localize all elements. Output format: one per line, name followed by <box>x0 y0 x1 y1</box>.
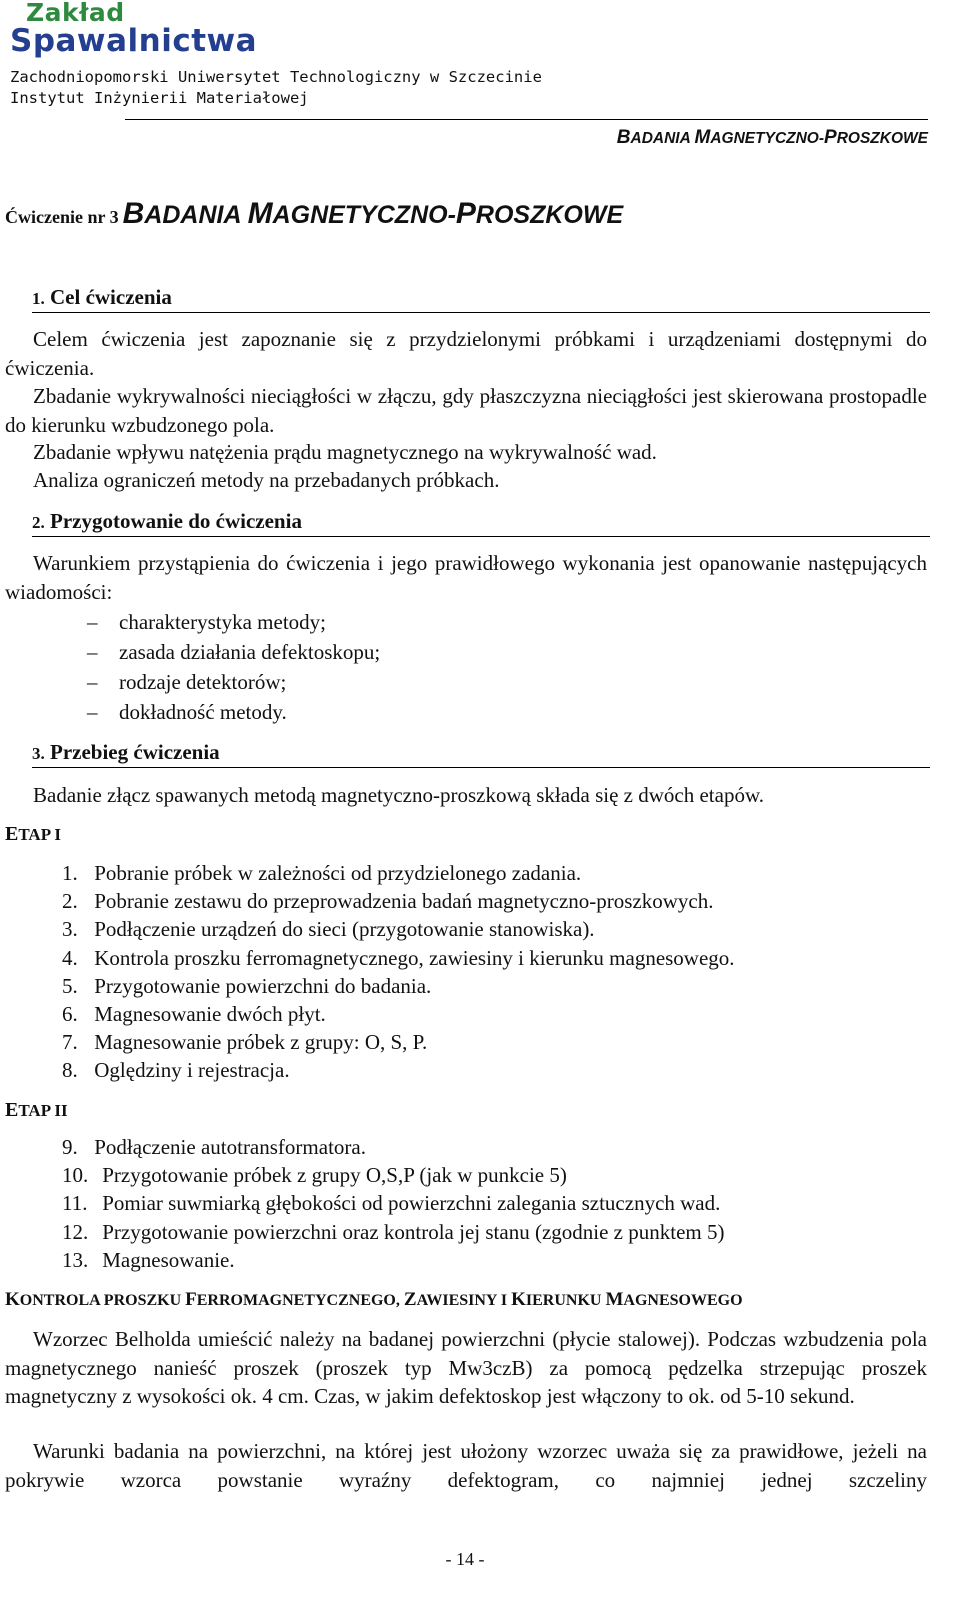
section-2-heading: 2. Przygotowanie do ćwiczenia <box>32 508 930 537</box>
list-item: 6. Magnesowanie dwóch płyt. <box>62 1001 326 1026</box>
list-item: – rodzaje detektorów; <box>87 670 287 694</box>
list-item: 13. Magnesowanie. <box>62 1247 235 1272</box>
section-3-heading: 3. Przebieg ćwiczenia <box>32 739 930 768</box>
section-3-intro: Badanie złącz spawanych metodą magnetyczno-proszkową składa się z dwóch etapów. <box>33 783 765 807</box>
header-divider <box>125 119 928 120</box>
list-item: – zasada działania defektoskopu; <box>87 640 381 664</box>
list-item: 10. Przygotowanie próbek z grupy O,S,P (jak w punkcie 5) <box>62 1163 567 1188</box>
etap-1-steps <box>62 859 735 1085</box>
list-item: 2. Pobranie zestawu do przeprowadzenia badań magnetyczno-proszkowych. <box>62 889 714 914</box>
list-item: 8. Oględziny i rejestracja. <box>62 1058 290 1083</box>
list-item: 7. Magnesowanie próbek z grupy: O, S, P. <box>62 1030 428 1055</box>
section-1-heading: 1. Cel ćwiczenia <box>32 284 930 313</box>
exercise-name: BADANIA MAGNETYCZNO-PROSZKOWE <box>122 197 624 230</box>
exercise-label: Ćwiczenie nr 3 <box>5 207 119 227</box>
institute-name: Instytut Inżynierii Materiałowej <box>10 89 309 107</box>
etap-2-heading: ETAP II <box>5 1099 68 1121</box>
university-name: Zachodniopomorski Uniwersytet Technologiczny w Szczecinie <box>10 68 542 86</box>
list-item: – charakterystyka metody; <box>87 610 327 634</box>
kontrola-heading: KONTROLA PROSZKU FERROMAGNETYCZNEGO, ZAWIESINY I KIERUNKU MAGNESOWEGO <box>5 1289 743 1310</box>
etap-2-steps <box>62 1133 724 1274</box>
etap-1-heading: ETAP I <box>5 823 62 845</box>
logo-line-zaklad: Zakład <box>26 0 125 27</box>
list-item: 5. Przygotowanie powierzchni do badania. <box>62 973 432 998</box>
section-1-paragraph-goal: Celem ćwiczenia jest zapoznanie się z przydzielonymi próbkami i urządzeniami dostępnymi do ćwiczenia. <box>5 327 927 380</box>
list-item: 3. Podłączenie urządzeń do sieci (przygotowanie stanowiska). <box>62 917 595 942</box>
list-item: 1. Pobranie próbek w zależności od przydzielonego zadania. <box>62 861 582 885</box>
kontrola-paragraph-conditions: Warunki badania na powierzchni, na której jest ułożony wzorzec uważa się za prawidłowe, jeżeli na pokrywie wzorca powstanie wyraźny defektogram, co najmniej jednej szczeliny <box>5 1439 927 1492</box>
exercise-title <box>5 197 623 231</box>
running-title: BADANIA MAGNETYCZNO-PROSZKOWE <box>616 127 928 148</box>
list-item: 4. Kontrola proszku ferromagnetycznego, zawiesiny i kierunku magnesowego. <box>62 945 735 970</box>
section-1-paragraph-detectability: Zbadanie wykrywalności nieciągłości w złączu, gdy płaszczyzna nieciągłości jest skierowana prostopadle do kierunku wzbudzonego pola. <box>5 384 927 437</box>
kontrola-paragraph-procedure: Wzorzec Belholda umieścić należy na badanej powierzchni (płycie stalowej). Podczas wzbudzenia pola magnetycznego nanieść proszek (proszek typ Mw3czB) za pomocą pędzelka strzepując proszek magnetyczny z wysokości ok. 4 cm. Czas, w jakim defektoskop jest włączony to ok. od 5-10 sekund. <box>5 1327 927 1408</box>
section-1-paragraph-current: Zbadanie wpływu natężenia prądu magnetycznego na wykrywalność wad. <box>33 440 657 464</box>
list-item: 11. Pomiar suwmiarką głębokości od powierzchni zalegania sztucznych wad. <box>62 1191 721 1216</box>
section-1-paragraph-analysis: Analiza ograniczeń metody na przebadanych próbkach. <box>33 468 500 492</box>
page-number: - 14 - <box>445 1549 485 1569</box>
logo-line-spawalnictwa: Spawalnictwa <box>10 23 258 59</box>
list-item: 12. Przygotowanie powierzchni oraz kontrola jej stanu (zgodnie z punktem 5) <box>62 1219 725 1244</box>
list-item: – dokładność metody. <box>87 700 287 724</box>
list-item: 9. Podłączenie autotransformatora. <box>62 1135 366 1159</box>
knowledge-list <box>87 607 380 727</box>
section-2-intro: Warunkiem przystąpienia do ćwiczenia i jego prawidłowego wykonania jest opanowanie następujących wiadomości: <box>5 551 927 604</box>
